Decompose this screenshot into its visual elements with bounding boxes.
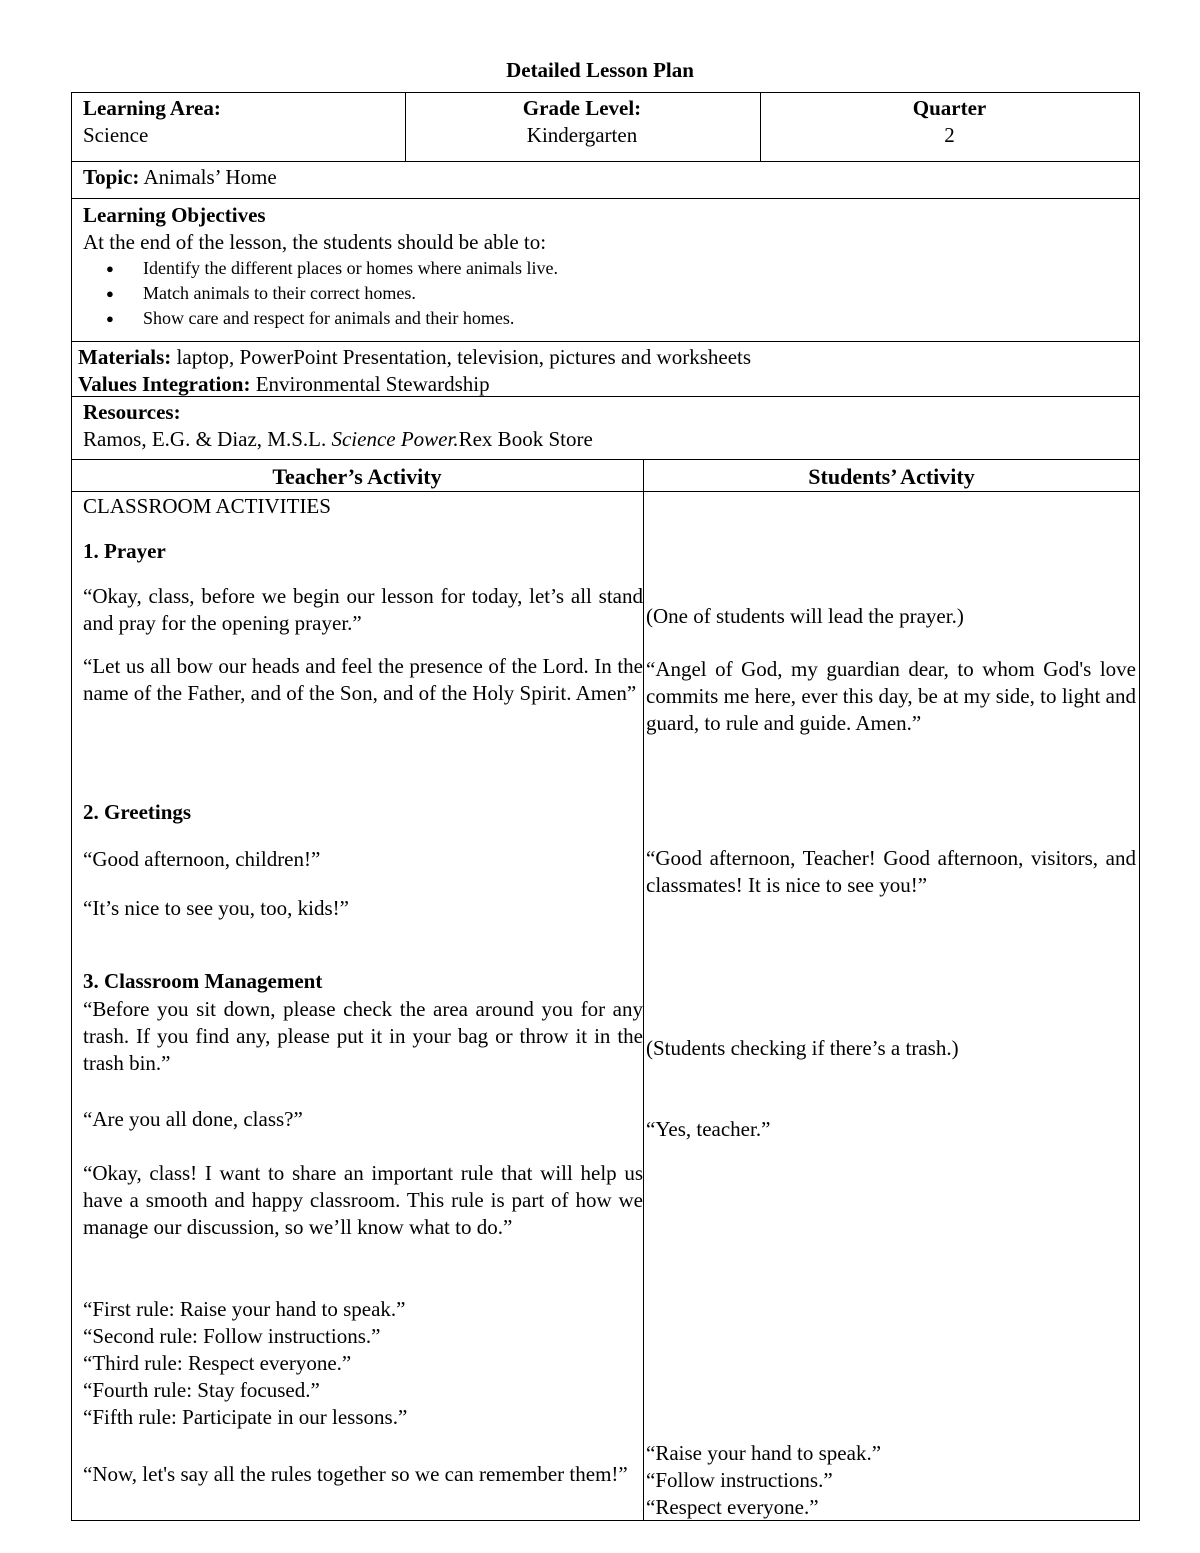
teacher-activity-header: Teacher’s Activity — [272, 464, 442, 489]
learning-area-value: Science — [83, 123, 149, 147]
student-rules-recited — [646, 1440, 1136, 1521]
table-border-left — [71, 92, 72, 1521]
grade-level-label: Grade Level: — [522, 96, 642, 120]
row-divider — [71, 198, 1140, 199]
teacher-prayer-intro: “Okay, class, before we begin our lesson for today, let’s all stand and pray for the opening prayer.” — [83, 584, 643, 635]
objectives-list — [83, 256, 1133, 331]
objectives-section — [83, 202, 1133, 331]
prayer-heading: 1. Prayer — [83, 539, 166, 563]
students-activity-header: Students’ Activity — [808, 464, 975, 489]
row-divider — [71, 459, 1140, 460]
resources-authors: Ramos, E.G. & Diaz, M.S.L. — [83, 427, 332, 451]
classroom-management-heading: 3. Classroom Management — [83, 969, 323, 993]
values-value: Environmental Stewardship — [255, 372, 490, 396]
student-prayer-text: “Angel of God, my guardian dear, to whom God's love commits me here, ever this day, be at my side, to light and guard, to rule and guide. Amen.” — [646, 657, 1136, 735]
teacher-rules-intro: “Okay, class! I want to share an important rule that will help us have a smooth and happy classroom. This rule is part of how we manage our discussion, so we’ll know what to do.” — [83, 1161, 643, 1239]
list-item: “Raise your hand to speak.” — [646, 1441, 882, 1465]
resources-label: Resources: — [83, 400, 181, 424]
values-label: Values Integration: — [78, 372, 251, 396]
materials-value: laptop, PowerPoint Presentation, television, pictures and worksheets — [176, 345, 752, 369]
student-greeting: “Good afternoon, Teacher! Good afternoon, visitors, and classmates! It is nice to see you!” — [646, 846, 1136, 897]
student-trash-check: (Students checking if there’s a trash.) — [646, 1036, 959, 1060]
table-border-top — [71, 92, 1140, 93]
objectives-heading: Learning Objectives — [83, 203, 266, 227]
objectives-intro: At the end of the lesson, the students should be able to: — [83, 230, 547, 254]
teacher-prayer-invocation: “Let us all bow our heads and feel the presence of the Lord. In the name of the Father, and of the Son, and of the Holy Spirit. Amen” — [83, 654, 643, 705]
quarter-cell — [761, 95, 1138, 149]
learning-area-label: Learning Area: — [83, 96, 221, 120]
topic-label: Topic: — [83, 165, 140, 189]
list-item: “First rule: Raise your hand to speak.” — [83, 1297, 406, 1321]
student-yes-teacher: “Yes, teacher.” — [646, 1117, 771, 1141]
list-item: “Fourth rule: Stay focused.” — [83, 1378, 320, 1402]
teacher-done-question: “Are you all done, class?” — [83, 1107, 303, 1131]
list-item: “Respect everyone.” — [646, 1495, 819, 1519]
learning-area-cell — [83, 95, 403, 149]
grade-level-value: Kindergarten — [526, 123, 638, 147]
greetings-heading: 2. Greetings — [83, 800, 192, 824]
quarter-value: 2 — [944, 123, 955, 147]
quarter-label: Quarter — [912, 96, 987, 120]
teacher-trash-instruction: “Before you sit down, please check the area around you for any trash. If you find any, please put it in your bag or throw it in the trash bin.” — [83, 997, 643, 1075]
list-item: ● Show care and respect for animals and their homes. — [83, 306, 1133, 331]
materials-label: Materials: — [78, 345, 172, 369]
materials-row — [78, 344, 1133, 398]
list-item: “Fifth rule: Participate in our lessons.” — [83, 1405, 408, 1429]
list-item: “Follow instructions.” — [646, 1468, 833, 1492]
document-title: Detailed Lesson Plan — [506, 58, 694, 82]
teacher-greeting: “Good afternoon, children!” — [83, 847, 321, 871]
resources-book-title: Science Power. — [331, 427, 459, 451]
list-item: ● Identify the different places or homes where animals live. — [83, 256, 1133, 281]
list-item: “Third rule: Respect everyone.” — [83, 1351, 352, 1375]
row-divider — [71, 491, 1140, 492]
list-item: “Second rule: Follow instructions.” — [83, 1324, 381, 1348]
topic-value: Animals’ Home — [143, 165, 277, 189]
resources-row — [83, 399, 1133, 453]
row-divider — [71, 161, 1140, 162]
list-item: ● Match animals to their correct homes. — [83, 281, 1133, 306]
resources-publisher: Rex Book Store — [458, 427, 593, 451]
column-divider — [643, 459, 644, 1521]
teacher-rules-list — [83, 1296, 643, 1431]
table-border-right — [1139, 92, 1140, 1521]
teacher-recite-rules: “Now, let's say all the rules together so we can remember them!” — [83, 1462, 628, 1486]
grade-level-cell — [406, 95, 758, 149]
teacher-greeting-reply: “It’s nice to see you, too, kids!” — [83, 896, 349, 920]
student-prayer-lead: (One of students will lead the prayer.) — [646, 604, 964, 628]
topic-row — [83, 164, 1133, 191]
classroom-activities-heading: CLASSROOM ACTIVITIES — [83, 494, 331, 518]
row-divider — [71, 341, 1140, 342]
